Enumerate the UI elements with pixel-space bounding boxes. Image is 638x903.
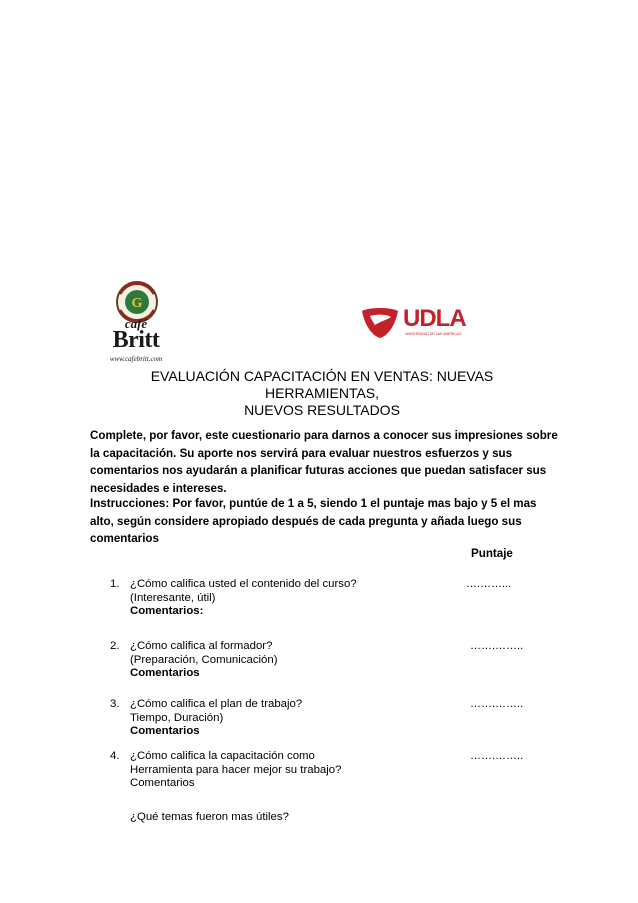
comments-label: Comentarios [130,725,200,737]
question-hint: Herramienta para hacer mejor su trabajo? [130,763,342,776]
score-field[interactable]: …….…….. [470,640,524,652]
question-hint: (Preparación, Comunicación) [130,653,278,666]
question-text: ¿Cómo califica usted el contenido del curso? [130,578,357,590]
udla-subtitle-text: UNIVERSIDAD DE LAS AMÉRICAS [405,332,462,336]
question-hint: Tiempo, Duración) [130,711,224,724]
question-item [110,578,550,622]
cafe-britt-logo [88,280,184,370]
question-text: ¿Cómo califica la capacitación como [130,750,315,762]
britt-url-text: www.cafebritt.com [109,355,163,363]
final-question-text: ¿Qué temas fueron mas útiles? [130,811,289,823]
question-number: 4. [110,750,120,762]
intro-paragraph: Complete, por favor, este cuestionario para darnos a conocer sus impresiones sobre la capacitación. Su aporte nos servirá para evaluar nuestros esfuerzos y sus comentarios nos ayudarán a planificar futuras acciones que puedan satisfacer sus necesidades e intereses. [90,429,558,495]
score-field[interactable]: …….…….. [470,698,524,710]
comments-label: Comentarios [130,667,200,679]
score-field[interactable]: ….……... [466,578,512,590]
score-field[interactable]: …….…….. [470,750,524,762]
question-item [110,750,550,794]
score-column-header: Puntaje [471,547,513,560]
udla-logo [359,303,479,343]
comments-label: Comentarios: [130,605,204,617]
svg-text:G: G [131,296,143,311]
question-text: ¿Cómo califica el plan de trabajo? [130,698,303,710]
question-number: 3. [110,698,120,710]
question-body [130,698,420,739]
comments-label: Comentarios [130,777,195,789]
page-title [92,368,552,419]
question-body [130,578,420,619]
britt-cafe-text: café [124,316,148,331]
question-number: 2. [110,640,120,652]
question-hint: (Interesante, útil) [130,591,216,604]
question-body [130,750,420,791]
question-item [110,640,550,684]
instructions-paragraph: Instrucciones: Por favor, puntúe de 1 a 5, siendo 1 el puntaje mas bajo y 5 el mas alto, según considere apropiado después de cada pregunta y añada luego sus comentarios [90,497,537,545]
udla-emblem-icon [359,305,401,339]
question-number: 1. [110,578,120,590]
question-text: ¿Cómo califica al formador? [130,640,273,652]
britt-name-text: Britt [112,327,160,353]
title-line-1: EVALUACIÓN CAPACITACIÓN EN VENTAS: NUEVAS HERRAMIENTAS, [150,368,494,401]
udla-name-text: UDLA [403,305,466,332]
question-body [130,640,420,681]
question-item [110,698,550,742]
title-line-2: NUEVOS RESULTADOS [244,402,400,418]
